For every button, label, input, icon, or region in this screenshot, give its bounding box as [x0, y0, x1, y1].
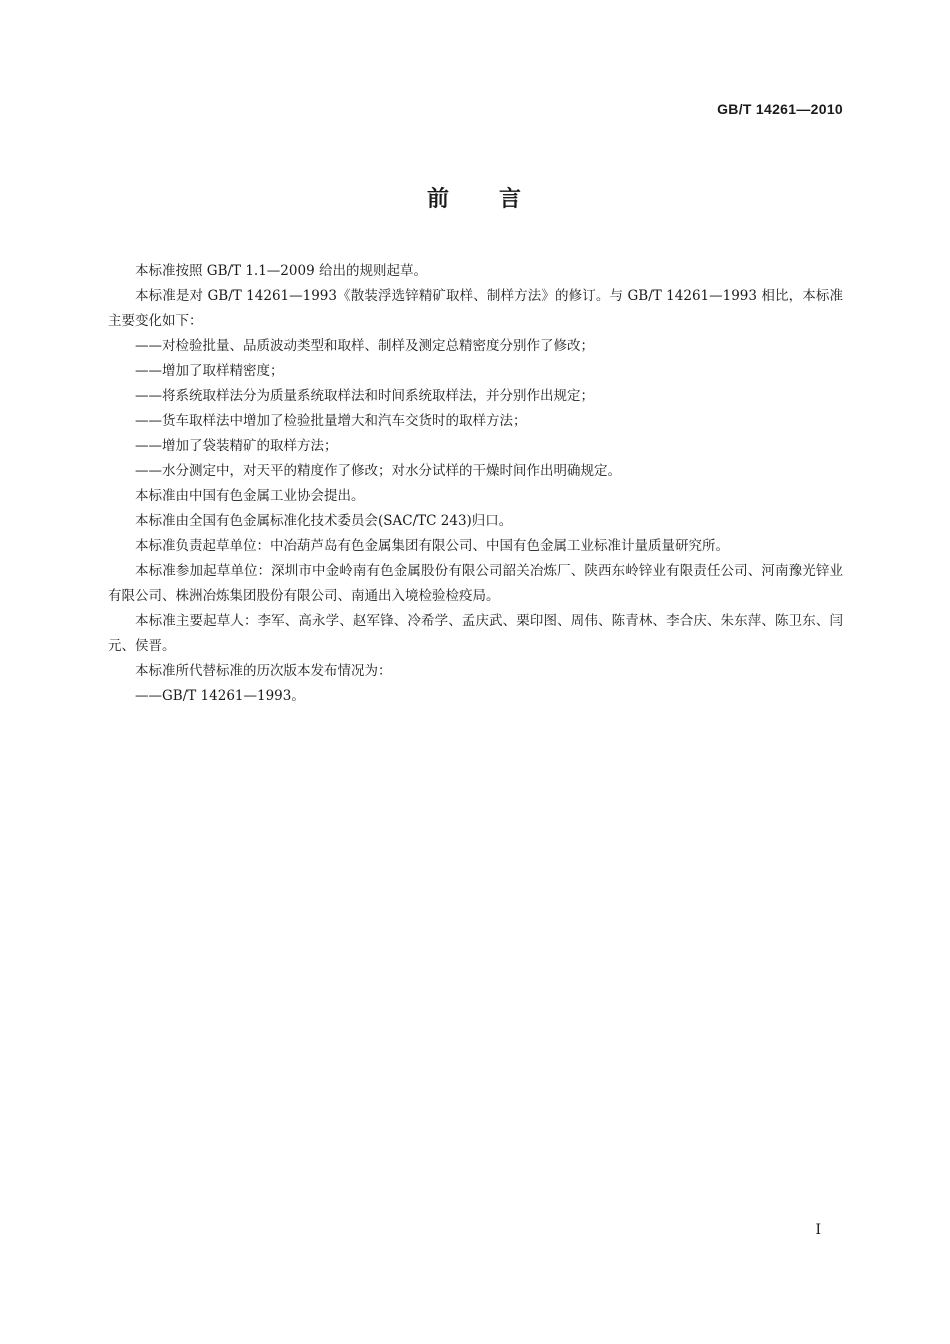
paragraph: 本标准主要起草人：李军、高永学、赵军锋、冷希学、孟庆武、栗印图、周伟、陈青林、李合庆、朱东萍、陈卫东、闫元、侯晋。: [108, 613, 843, 654]
change-item: ——货车取样法中增加了检验批量增大和汽车交货时的取样方法；: [135, 413, 527, 429]
paragraph: 本标准参加起草单位：深圳市中金岭南有色金属股份有限公司韶关冶炼厂、陕西东岭锌业有限责任公司、河南豫光锌业有限公司、株洲冶炼集团股份有限公司、南通出入境检验检疫局。: [108, 563, 843, 604]
preface-body: [108, 259, 843, 709]
change-item: ——对检验批量、品质波动类型和取样、制样及测定总精密度分别作了修改；: [135, 338, 594, 354]
change-item: ——增加了取样精密度；: [135, 363, 284, 379]
paragraph: 本标准负责起草单位：中冶葫芦岛有色金属集团有限公司、中国有色金属工业标准计量质量研究所。: [135, 538, 729, 554]
paragraph: 本标准所代替标准的历次版本发布情况为：: [135, 663, 392, 679]
page-title: 前 言: [426, 187, 523, 212]
paragraph: 本标准按照 GB/T 1.1—2009 给出的规则起草。: [135, 263, 427, 279]
change-item: ——增加了袋装精矿的取样方法；: [135, 438, 338, 454]
paragraph: 本标准是对 GB/T 14261—1993《散装浮选锌精矿取样、制样方法》的修订。与 GB/T 14261—1993 相比，本标准主要变化如下：: [108, 288, 843, 329]
version-item: ——GB/T 14261—1993。: [135, 688, 305, 704]
page-number: I: [815, 1222, 821, 1238]
paragraph: 本标准由中国有色金属工业协会提出。: [135, 488, 365, 504]
change-item: ——水分测定中，对天平的精度作了修改；对水分试样的干燥时间作出明确规定。: [135, 463, 621, 479]
change-item: ——将系统取样法分为质量系统取样法和时间系统取样法，并分别作出规定；: [135, 388, 594, 404]
paragraph: 本标准由全国有色金属标准化技术委员会(SAC/TC 243)归口。: [135, 513, 513, 529]
standard-code: GB/T 14261—2010: [717, 101, 843, 117]
